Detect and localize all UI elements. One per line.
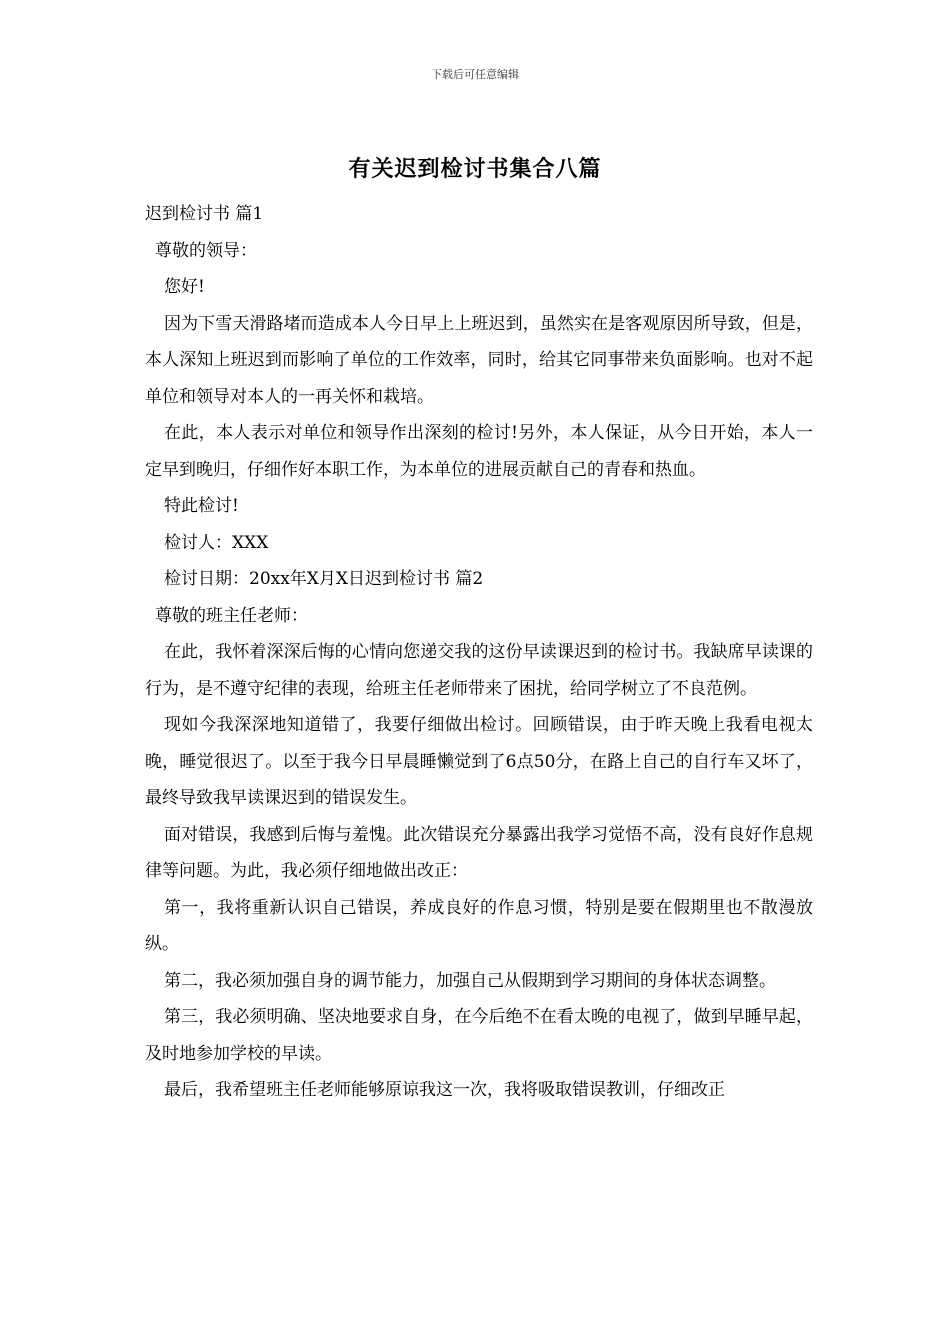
paragraph: 在此，我怀着深深后悔的心情向您递交我的这份早读课迟到的检讨书。我缺席早读课的行为，是不遵守纪律的表现，给班主任老师带来了困扰，给同学树立了不良范例。 bbox=[145, 642, 813, 699]
paragraph: 现如今我深深地知道错了，我要仔细做出检讨。回顾错误，由于昨天晚上我看电视太晚，睡觉很迟了。以至于我今日早晨睡懒觉到了6点50分，在路上自己的自行车又坏了，最终导致我早读课迟到的错误发生。 bbox=[145, 715, 813, 808]
paragraph: 第一，我将重新认识自己错误，养成良好的作息习惯，特别是要在假期里也不散漫放纵。 bbox=[145, 897, 813, 954]
paragraph: 第三，我必须明确、坚决地要求自身，在今后绝不在看太晚的电视了，做到早睡早起，及时地参加学校的早读。 bbox=[145, 1007, 813, 1064]
document-title: 有关迟到检讨书集合八篇 bbox=[348, 156, 602, 182]
paragraph: 因为下雪天滑路堵而造成本人今日早上上班迟到，虽然实在是客观原因所导致，但是，本人深知上班迟到而影响了单位的工作效率，同时，给其它同事带来负面影响。也对不起单位和领导对本人的一再关怀和栽培。 bbox=[145, 313, 813, 407]
paragraph: 尊敬的领导： bbox=[155, 240, 257, 261]
paragraph: 特此检讨! bbox=[164, 496, 239, 516]
paragraph: 第二，我必须加强自身的调节能力，加强自己从假期到学习期间的身体状态调整。 bbox=[164, 970, 776, 991]
paragraph: 您好! bbox=[164, 277, 205, 297]
paragraph: 检讨人：XXX bbox=[164, 532, 269, 553]
paragraph: 迟到检讨书 篇1 bbox=[145, 204, 264, 224]
paragraph: 尊敬的班主任老师： bbox=[155, 605, 308, 626]
paragraph: 检讨日期：20xx年X月X日迟到检讨书 篇2 bbox=[164, 569, 484, 589]
paragraph: 面对错误，我感到后悔与羞愧。此次错误充分暴露出我学习觉悟不高，没有良好作息规律等问题。为此，我必须仔细地做出改正： bbox=[145, 824, 813, 881]
header-note: 下载后可任意编辑 bbox=[431, 68, 519, 81]
paragraph: 在此，本人表示对单位和领导作出深刻的检讨!另外，本人保证，从今日开始，本人一定早到晚归，仔细作好本职工作，为本单位的进展贡献自己的青春和热血。 bbox=[145, 423, 813, 480]
paragraph: 最后，我希望班主任老师能够原谅我这一次，我将吸取错误教训，仔细改正 bbox=[164, 1080, 725, 1100]
document-body bbox=[145, 196, 813, 1109]
